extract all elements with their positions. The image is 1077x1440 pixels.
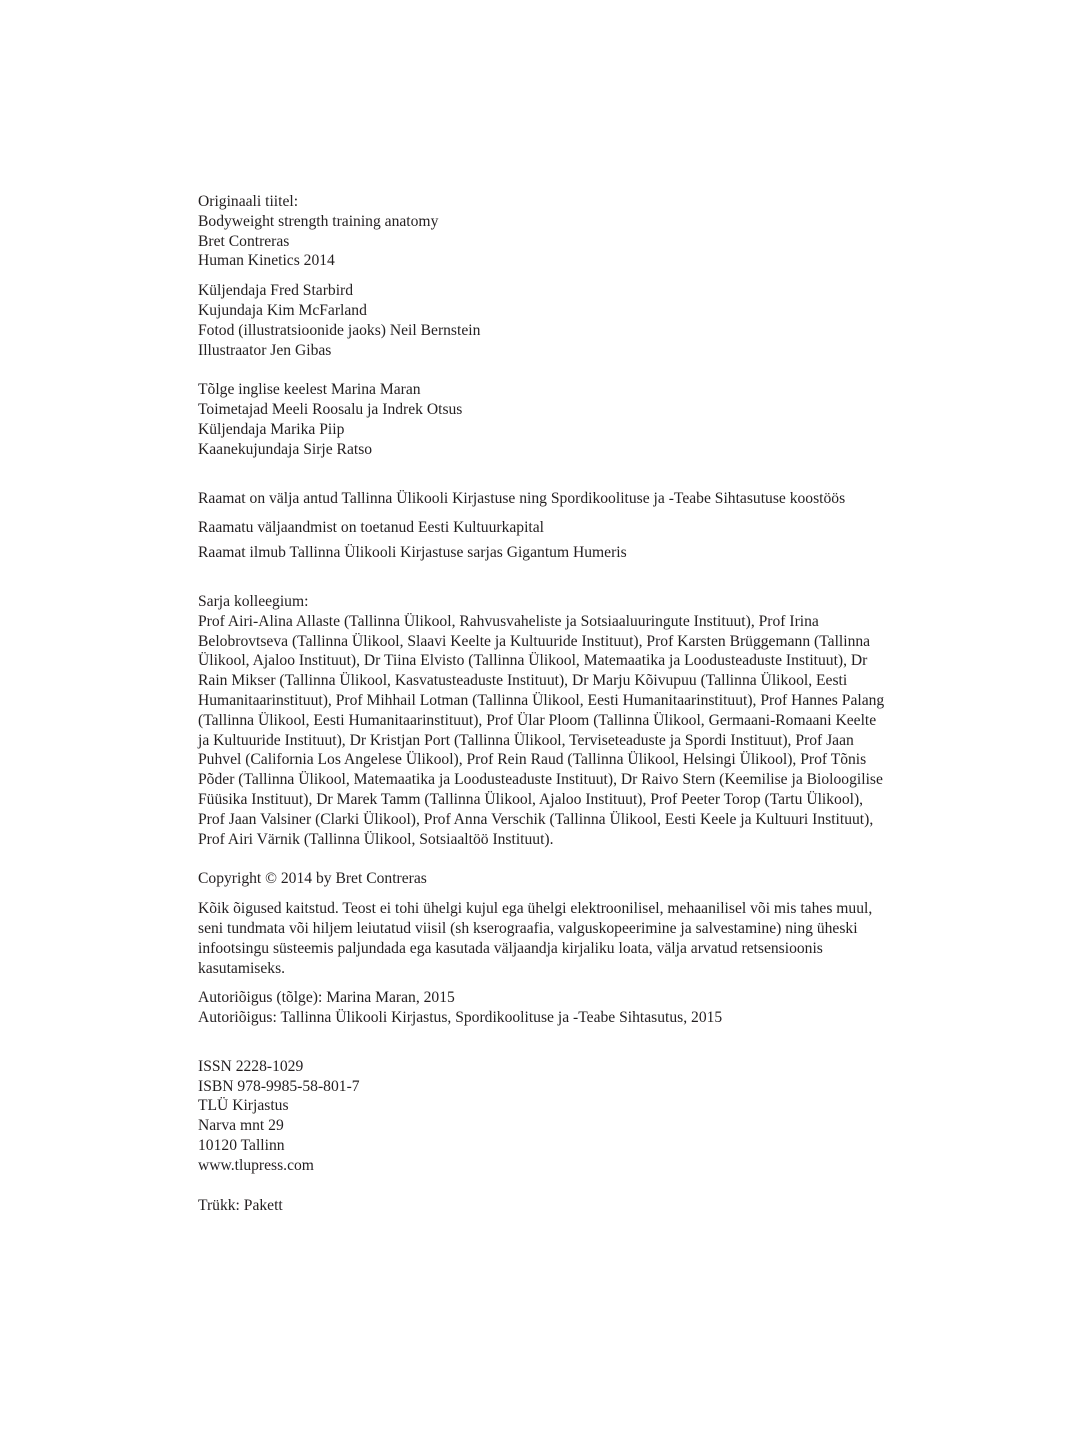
isbn: ISBN 978-9985-58-801-7 <box>198 1077 360 1095</box>
publisher-name: TLÜ Kirjastus <box>198 1097 289 1115</box>
series-board-block <box>198 592 888 849</box>
publisher-city: 10120 Tallinn <box>198 1137 285 1155</box>
board-members: Prof Airi-Alina Allaste (Tallinna Ülikool, Rahvusvaheliste ja Sotsiaaluuringute Instituut), Prof Irina Belobrovtseva (Tallinna Ülikool, Slaavi Keelte ja Kultuuride Instituut), Prof Karsten Brüggemann (Tallinna Ülikool, Ajaloo Instituut), Dr Tiina Elvisto (Tallinna Ülikool, Matemaatika ja Loodusteaduste Instituut), Dr Rain Mikser (Tallinna Ülikool, Kasvatusteaduste Instituut), Dr Marju Kõivupuu (Tallinna Ülikool, Eesti Humanitaarinstituut), Prof Mihhail Lotman (Tallinna Ülikool, Eesti Humanitaarinstituut), Prof Hannes Palang (Tallinna Ülikool, Eesti Humanitaarinstituut), Prof Ülar Ploom (Tallinna Ülikool, Germaani-Romaani Keelte ja Kultuuride Instituut), Dr Kristjan Port (Tallinna Ülikool, Terviseteaduste ja Spordi Instituut), Prof Jaan Puhvel (California Los Angelese Ülikool), Prof Rein Raud (Tallinna Ülikool, Helsingi Ülikool), Prof Tõnis Põder (Tallinna Ülikool, Matemaatika ja Loodusteaduste Instituut), Dr Raivo Stern (Keemilise ja Bioloogilise Füüsika Instituut), Dr Marek Tamm (Tallinna Ülikool, Ajaloo Instituut), Prof Peeter Torop (Tartu Ülikool), Prof Jaan Valsiner (Clarki Ülikool), Prof Anna Verschik (Tallinna Ülikool, Eesti Keele ja Kultuuri Instituut), Prof Airi Värnik (Tallinna Ülikool, Sotsiaaltöö Instituut). <box>198 612 885 848</box>
translation-copyright: Autoriõigus (tõlge): Marina Maran, 2015 <box>198 989 455 1007</box>
original-publisher: Human Kinetics 2014 <box>198 252 335 270</box>
original-title-block <box>198 192 888 271</box>
original-credits-block <box>198 281 888 360</box>
series-note: Raamat ilmub Tallinna Ülikooli Kirjastuse sarjas Gigantum Humeris <box>198 544 627 562</box>
credit-line: Fotod (illustratsioonide jaoks) Neil Bernstein <box>198 321 481 339</box>
credit-line: Kaanekujundaja Sirje Ratso <box>198 440 373 458</box>
credit-line: Toimetajad Meeli Roosalu ja Indrek Otsus <box>198 401 463 419</box>
rights-statement: Kõik õigused kaitstud. Teost ei tohi ühelgi kujul ega ühelgi elektroonilisel, mehaanilisel või mis tahes muul, seni tundmata või hiljem leiutatud viisil (sh kserograafia, valguskopeerimine ja salvestamine) ning üheski infootsingu süsteemis paljundada ega kasutada väljaandja kirjaliku loata, välja arvatud retsensioonis kasutamiseks. <box>198 900 873 977</box>
publisher-copyright: Autoriõigus: Tallinna Ülikooli Kirjastus, Spordikoolituse ja -Teabe Sihtasutus, 2015 <box>198 1009 723 1027</box>
support-note: Raamatu väljaandmist on toetanud Eesti Kultuurkapital <box>198 519 545 537</box>
issn: ISSN 2228-1029 <box>198 1057 304 1075</box>
original-book-title: Bodyweight strength training anatomy <box>198 212 439 230</box>
printer: Trükk: Pakett <box>198 1196 283 1214</box>
copyright-block <box>198 869 888 1028</box>
publishing-info-block <box>198 489 888 563</box>
translation-credits-block <box>198 380 888 459</box>
imprint-content <box>198 192 888 1215</box>
original-title-label: Originaali tiitel: <box>198 193 299 210</box>
credit-line: Illustraator Jen Gibas <box>198 341 332 359</box>
original-author: Bret Contreras <box>198 232 290 250</box>
copyright-line: Copyright © 2014 by Bret Contreras <box>198 870 427 888</box>
publisher-website: www.tlupress.com <box>198 1156 314 1174</box>
imprint-block <box>198 1057 888 1176</box>
credit-line: Tõlge inglise keelest Marina Maran <box>198 381 421 399</box>
publisher-street: Narva mnt 29 <box>198 1117 284 1135</box>
cooperation-note: Raamat on välja antud Tallinna Ülikooli Kirjastuse ning Spordikoolituse ja -Teabe Sihtasutuse koostöös <box>198 489 846 507</box>
credit-line: Küljendaja Fred Starbird <box>198 282 354 300</box>
board-label: Sarja kolleegium: <box>198 592 309 610</box>
credit-line: Kujundaja Kim McFarland <box>198 301 367 319</box>
credit-line: Küljendaja Marika Piip <box>198 420 345 438</box>
